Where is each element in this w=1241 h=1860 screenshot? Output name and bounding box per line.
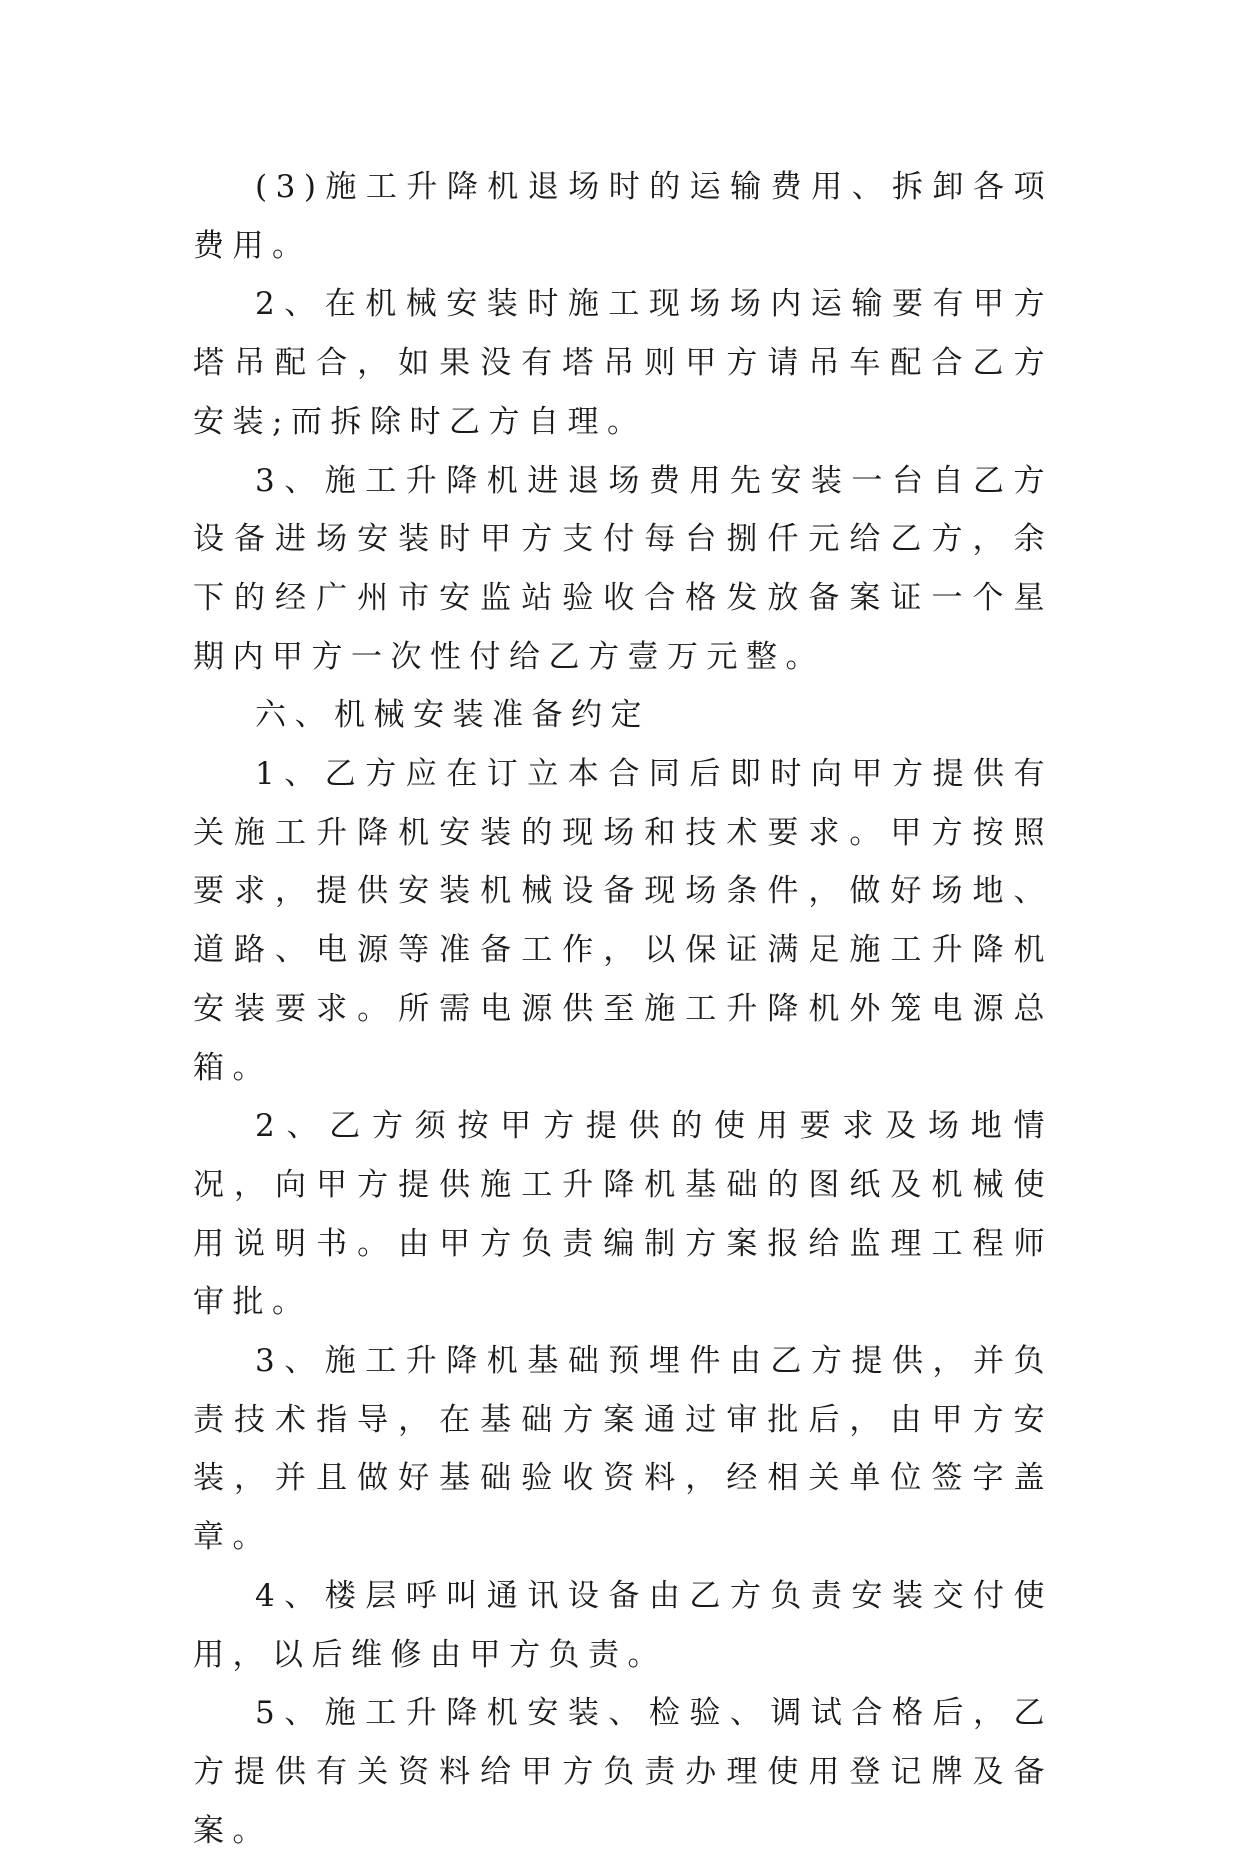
paragraph-clause-2-tower-crane: 2、在机械安装时施工现场场内运输要有甲方塔吊配合，如果没有塔吊则甲方请吊车配合乙方安装;而拆除时乙方自理。 <box>193 286 1053 440</box>
section-heading-six: 六、机械安装准备约定 <box>255 697 650 734</box>
paragraph-prep-clause-2: 2、乙方须按甲方提供的使用要求及场地情况，向甲方提供施工升降机基础的图纸及机械使用说明书。由甲方负责编制方案报给监理工程师审批。 <box>193 1108 1053 1321</box>
document-page <box>193 158 1053 1860</box>
paragraph-prep-clause-4: 4、楼层呼叫通讯设备由乙方负责安装交付使用，以后维修由甲方负责。 <box>193 1577 1053 1673</box>
paragraph-prep-clause-3: 3、施工升降机基础预埋件由乙方提供，并负责技术指导，在基础方案通过审批后，由甲方安装，并且做好基础验收资料，经相关单位签字盖章。 <box>193 1343 1053 1556</box>
paragraph-item-3-transport-fees: (3)施工升降机退场时的运输费用、拆卸各项费用。 <box>193 169 1053 264</box>
paragraph-prep-clause-1: 1、乙方应在订立本合同后即时向甲方提供有关施工升降机安装的现场和技术要求。甲方按照要求，提供安装机械设备现场条件，做好场地、道路、电源等准备工作，以保证满足施工升降机安装要求。所需电源供至施工升降机外笼电源总箱。 <box>193 756 1053 1086</box>
paragraph-clause-3-entry-exit-fees: 3、施工升降机进退场费用先安装一台自乙方设备进场安装时甲方支付每台捌仟元给乙方，余下的经广州市安监站验收合格发放备案证一个星期内甲方一次性付给乙方壹万元整。 <box>193 462 1053 675</box>
paragraph-prep-clause-5: 5、施工升降机安装、检验、调试合格后，乙方提供有关资料给甲方负责办理使用登记牌及备案。 <box>193 1695 1053 1849</box>
